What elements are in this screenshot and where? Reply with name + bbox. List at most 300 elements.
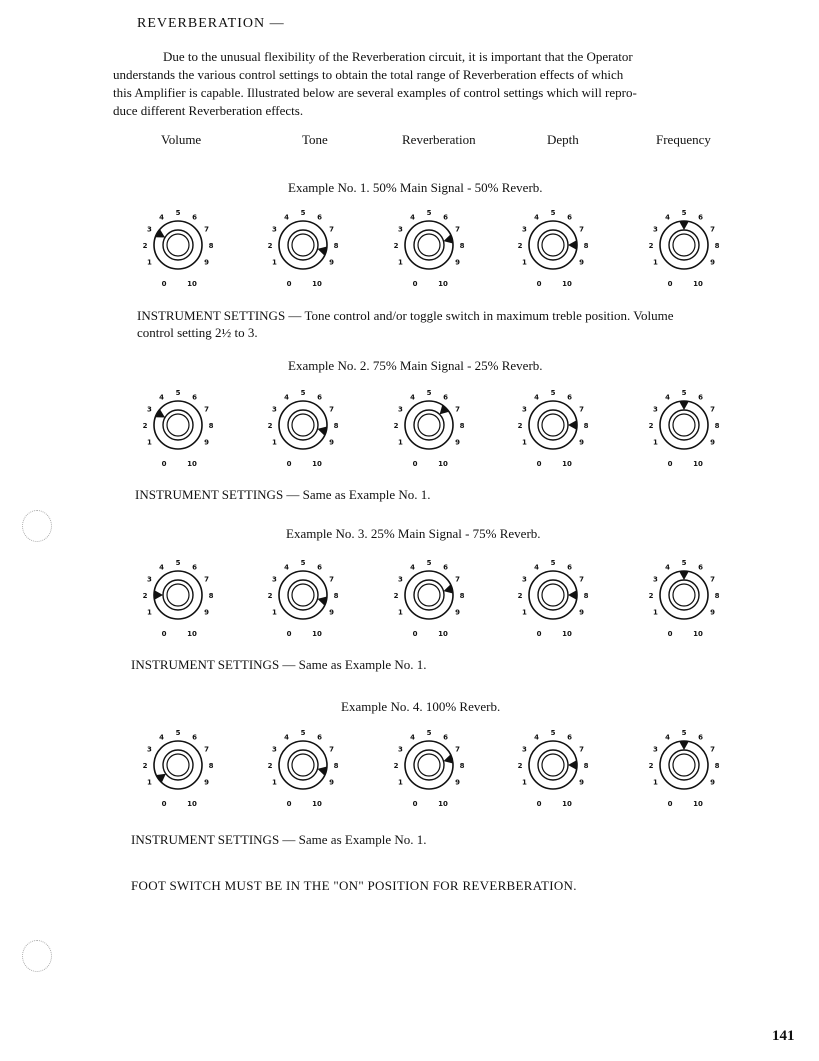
- dial-label: 2: [142, 762, 148, 770]
- dial-label: 4: [284, 393, 289, 402]
- dial-label: 7: [710, 745, 716, 754]
- intro-line: this Amplifier is capable. Illustrated below are several examples of control settings which will repro-: [113, 85, 637, 100]
- example-3-title: Example No. 3. 25% Main Signal - 75% Reverb.: [286, 526, 541, 541]
- dial-label: 2: [142, 242, 148, 250]
- knob-depth: [503, 375, 603, 475]
- intro-line: duce different Reverberation effects.: [113, 103, 304, 118]
- dial-label: 3: [146, 225, 152, 234]
- knob-outer-ring: [279, 221, 327, 269]
- dial-label: 0: [536, 460, 542, 468]
- dial-label: 2: [517, 422, 523, 430]
- dial-label: 7: [710, 575, 716, 584]
- dial-label: 2: [393, 592, 399, 600]
- dial-label: 5: [426, 209, 432, 217]
- dial-label: 2: [267, 422, 273, 430]
- dial-label: 1: [146, 438, 152, 447]
- dial-label: 7: [455, 575, 461, 584]
- dial-label: 6: [567, 393, 572, 402]
- knob-cap: [167, 414, 189, 436]
- dial-label: 6: [317, 733, 322, 742]
- knob-cap: [673, 234, 695, 256]
- knob-pointer: [318, 426, 328, 436]
- example-4-title: Example No. 4. 100% Reverb.: [341, 699, 501, 714]
- knob-volume: [128, 195, 228, 295]
- knob-cap: [542, 234, 564, 256]
- dial-label: 5: [681, 729, 687, 737]
- knob-pointer: [568, 590, 577, 600]
- dial-label: 4: [534, 393, 539, 402]
- dial-label: 1: [146, 608, 152, 617]
- dial-label: 1: [521, 608, 527, 617]
- dial-label: 10: [693, 460, 703, 468]
- dial-label: 2: [393, 422, 399, 430]
- dial-label: 1: [652, 258, 658, 267]
- dial-label: 6: [698, 393, 703, 402]
- dial-label: 7: [204, 745, 210, 754]
- dial-label: 9: [579, 608, 585, 617]
- dial-label: 6: [443, 393, 448, 402]
- dial-label: 9: [710, 258, 716, 267]
- dial-label: 7: [579, 225, 585, 234]
- dial-label: 9: [710, 438, 716, 447]
- knob-frequency: [634, 375, 734, 475]
- dial-label: 5: [681, 559, 687, 567]
- knob-outer-ring: [279, 401, 327, 449]
- knob-tone: [253, 715, 353, 815]
- dial-label: 4: [410, 213, 415, 222]
- dial-label: 10: [187, 800, 197, 808]
- dial-label: 9: [455, 438, 461, 447]
- dial-label: 1: [397, 438, 403, 447]
- dial-label: 7: [455, 745, 461, 754]
- dial-label: 10: [438, 630, 448, 638]
- dial-label: 7: [329, 225, 335, 234]
- dial-label: 10: [562, 280, 572, 288]
- knob-reverberation: [379, 545, 479, 645]
- knob-cap: [292, 234, 314, 256]
- dial-label: 0: [161, 280, 167, 288]
- dial-label: 7: [204, 225, 210, 234]
- dial-label: 4: [534, 733, 539, 742]
- knob-pointer: [318, 246, 328, 256]
- knob-tone: [253, 375, 353, 475]
- knob-pointer: [568, 420, 577, 430]
- dial-label: 8: [208, 422, 214, 430]
- knob-cap: [167, 234, 189, 256]
- dial-label: 3: [271, 575, 277, 584]
- dial-label: 5: [550, 389, 556, 397]
- dial-label: 5: [426, 389, 432, 397]
- knob-outer-ring: [154, 221, 202, 269]
- dial-label: 10: [187, 280, 197, 288]
- dial-label: 7: [710, 405, 716, 414]
- dial-label: 7: [204, 575, 210, 584]
- knob-outer-ring: [279, 741, 327, 789]
- knob-pointer: [318, 596, 328, 606]
- dial-label: 6: [192, 393, 197, 402]
- dial-label: 6: [443, 733, 448, 742]
- dial-label: 1: [271, 608, 277, 617]
- dial-label: 8: [459, 242, 465, 250]
- knob-pointer: [154, 590, 163, 600]
- dial-label: 8: [459, 422, 465, 430]
- dial-label: 10: [312, 800, 322, 808]
- page-number: 141: [772, 1028, 795, 1044]
- dial-label: 2: [517, 762, 523, 770]
- dial-label: 2: [393, 242, 399, 250]
- dial-label: 3: [397, 405, 403, 414]
- knob-pointer: [679, 401, 689, 410]
- dial-label: 1: [271, 258, 277, 267]
- dial-label: 7: [455, 405, 461, 414]
- knob-cap: [167, 754, 189, 776]
- knob-cap: [418, 584, 440, 606]
- dial-label: 2: [142, 422, 148, 430]
- dial-label: 6: [317, 393, 322, 402]
- dial-label: 1: [271, 778, 277, 787]
- dial-label: 5: [681, 209, 687, 217]
- dial-label: 8: [714, 242, 720, 250]
- knob-pointer: [444, 234, 454, 244]
- dial-label: 5: [550, 209, 556, 217]
- dial-label: 9: [455, 258, 461, 267]
- dial-label: 3: [146, 405, 152, 414]
- dial-label: 8: [459, 762, 465, 770]
- dial-label: 7: [579, 405, 585, 414]
- knob-frequency: [634, 195, 734, 295]
- knob-outer-ring: [279, 571, 327, 619]
- example-1-settings-line: INSTRUMENT SETTINGS — Tone control and/or toggle switch in maximum treble position. Volume: [137, 308, 674, 323]
- dial-label: 1: [521, 258, 527, 267]
- dial-label: 1: [397, 258, 403, 267]
- dial-label: 3: [146, 575, 152, 584]
- knob-tone: [253, 195, 353, 295]
- dial-label: 3: [146, 745, 152, 754]
- dial-label: 0: [536, 800, 542, 808]
- dial-label: 5: [550, 559, 556, 567]
- knob-pointer: [444, 754, 454, 764]
- knob-volume: [128, 715, 228, 815]
- example-2-title: Example No. 2. 75% Main Signal - 25% Reverb.: [288, 358, 543, 373]
- dial-label: 5: [175, 209, 181, 217]
- knob-cap: [418, 414, 440, 436]
- dial-label: 5: [300, 559, 306, 567]
- knob-cap: [167, 584, 189, 606]
- dial-label: 4: [534, 213, 539, 222]
- dial-label: 8: [714, 762, 720, 770]
- knob-cap: [292, 414, 314, 436]
- dial-label: 5: [300, 209, 306, 217]
- dial-label: 0: [161, 800, 167, 808]
- dial-label: 6: [443, 563, 448, 572]
- dial-label: 1: [397, 778, 403, 787]
- dial-label: 8: [714, 592, 720, 600]
- dial-label: 5: [175, 559, 181, 567]
- intro-paragraph: [113, 48, 738, 120]
- dial-label: 8: [208, 762, 214, 770]
- knob-pointer: [318, 766, 328, 776]
- dial-label: 7: [329, 575, 335, 584]
- dial-label: 2: [648, 762, 654, 770]
- dial-label: 3: [271, 225, 277, 234]
- column-header-volume: Volume: [161, 132, 202, 147]
- dial-label: 8: [333, 762, 339, 770]
- knob-cap: [542, 754, 564, 776]
- knob-pointer: [156, 774, 166, 783]
- dial-label: 5: [300, 389, 306, 397]
- dial-label: 8: [583, 762, 589, 770]
- dial-label: 4: [665, 213, 670, 222]
- dial-label: 3: [652, 405, 658, 414]
- dial-label: 9: [455, 778, 461, 787]
- dial-label: 4: [534, 563, 539, 572]
- example-4-settings-line: INSTRUMENT SETTINGS — Same as Example No. 1.: [131, 832, 427, 847]
- dial-label: 1: [652, 778, 658, 787]
- dial-label: 6: [317, 563, 322, 572]
- dial-label: 8: [583, 422, 589, 430]
- dial-label: 0: [286, 630, 292, 638]
- dial-label: 9: [455, 608, 461, 617]
- dial-label: 9: [204, 438, 210, 447]
- dial-label: 10: [693, 800, 703, 808]
- dial-label: 3: [652, 575, 658, 584]
- dial-label: 0: [412, 460, 418, 468]
- dial-label: 0: [667, 280, 673, 288]
- dial-label: 0: [286, 460, 292, 468]
- dial-label: 4: [284, 733, 289, 742]
- knob-depth: [503, 545, 603, 645]
- dial-label: 6: [698, 563, 703, 572]
- dial-label: 1: [397, 608, 403, 617]
- dial-label: 8: [459, 592, 465, 600]
- dial-label: 8: [208, 592, 214, 600]
- dial-label: 9: [579, 258, 585, 267]
- dial-label: 4: [665, 733, 670, 742]
- knob-reverberation: [379, 715, 479, 815]
- dial-label: 9: [710, 608, 716, 617]
- dial-label: 6: [443, 213, 448, 222]
- dial-label: 3: [397, 745, 403, 754]
- knob-pointer: [679, 221, 689, 230]
- dial-label: 3: [521, 745, 527, 754]
- dial-label: 0: [536, 280, 542, 288]
- dial-label: 3: [397, 575, 403, 584]
- dial-label: 6: [192, 733, 197, 742]
- dial-label: 6: [192, 213, 197, 222]
- dial-label: 9: [329, 608, 335, 617]
- dial-label: 2: [648, 592, 654, 600]
- dial-label: 5: [175, 729, 181, 737]
- dial-label: 4: [665, 563, 670, 572]
- foot-switch-note: FOOT SWITCH MUST BE IN THE "ON" POSITION FOR REVERBERATION.: [131, 878, 577, 893]
- dial-label: 9: [329, 778, 335, 787]
- dial-label: 2: [517, 242, 523, 250]
- dial-label: 9: [204, 778, 210, 787]
- dial-label: 0: [161, 630, 167, 638]
- knob-reverberation: [379, 375, 479, 475]
- knob-tone: [253, 545, 353, 645]
- knob-cap: [542, 414, 564, 436]
- knob-volume: [128, 545, 228, 645]
- dial-label: 5: [426, 559, 432, 567]
- dial-label: 2: [142, 592, 148, 600]
- binder-hole-mark: [22, 940, 52, 972]
- example-2-settings-line: INSTRUMENT SETTINGS — Same as Example No. 1.: [135, 487, 431, 502]
- dial-label: 9: [579, 778, 585, 787]
- knob-pointer: [679, 741, 689, 750]
- dial-label: 5: [426, 729, 432, 737]
- knob-depth: [503, 195, 603, 295]
- dial-label: 4: [284, 563, 289, 572]
- dial-label: 6: [567, 733, 572, 742]
- dial-label: 0: [667, 630, 673, 638]
- dial-label: 9: [579, 438, 585, 447]
- dial-label: 10: [438, 800, 448, 808]
- knob-cap: [673, 584, 695, 606]
- dial-label: 0: [412, 800, 418, 808]
- dial-label: 8: [333, 242, 339, 250]
- dial-label: 3: [397, 225, 403, 234]
- dial-label: 6: [698, 733, 703, 742]
- dial-label: 5: [300, 729, 306, 737]
- dial-label: 10: [438, 460, 448, 468]
- dial-label: 0: [286, 280, 292, 288]
- dial-label: 7: [710, 225, 716, 234]
- dial-label: 3: [271, 745, 277, 754]
- dial-label: 2: [517, 592, 523, 600]
- dial-label: 1: [271, 438, 277, 447]
- dial-label: 10: [187, 630, 197, 638]
- dial-label: 4: [665, 393, 670, 402]
- knob-pointer: [444, 584, 454, 594]
- dial-label: 6: [698, 213, 703, 222]
- column-header-tone: Tone: [302, 132, 328, 147]
- dial-label: 10: [562, 630, 572, 638]
- knob-cap: [673, 754, 695, 776]
- dial-label: 2: [267, 242, 273, 250]
- dial-label: 10: [693, 280, 703, 288]
- column-header-reverberation: Reverberation: [402, 132, 476, 147]
- dial-label: 10: [562, 460, 572, 468]
- dial-label: 4: [159, 393, 164, 402]
- dial-label: 1: [652, 608, 658, 617]
- dial-label: 2: [393, 762, 399, 770]
- dial-label: 2: [648, 242, 654, 250]
- dial-label: 8: [714, 422, 720, 430]
- dial-label: 10: [693, 630, 703, 638]
- dial-label: 4: [159, 733, 164, 742]
- dial-label: 0: [667, 800, 673, 808]
- dial-label: 4: [159, 563, 164, 572]
- intro-line: Due to the unusual flexibility of the Reverberation circuit, it is important that the Operator: [163, 49, 633, 64]
- dial-label: 7: [579, 575, 585, 584]
- dial-label: 9: [329, 438, 335, 447]
- dial-label: 3: [521, 225, 527, 234]
- dial-label: 2: [267, 762, 273, 770]
- dial-label: 4: [284, 213, 289, 222]
- dial-label: 10: [438, 280, 448, 288]
- dial-label: 3: [521, 405, 527, 414]
- dial-label: 7: [329, 745, 335, 754]
- dial-label: 4: [410, 563, 415, 572]
- knob-depth: [503, 715, 603, 815]
- dial-label: 8: [208, 242, 214, 250]
- dial-label: 0: [412, 280, 418, 288]
- knob-cap: [418, 754, 440, 776]
- dial-label: 0: [286, 800, 292, 808]
- knob-cap: [542, 584, 564, 606]
- dial-label: 9: [204, 608, 210, 617]
- page-heading: REVERBERATION —: [137, 16, 285, 31]
- dial-label: 1: [146, 258, 152, 267]
- intro-line: understands the various control settings to obtain the total range of Reverberation effects of which: [113, 67, 624, 82]
- dial-label: 10: [187, 460, 197, 468]
- dial-label: 1: [521, 778, 527, 787]
- dial-label: 1: [521, 438, 527, 447]
- dial-label: 5: [175, 389, 181, 397]
- dial-label: 0: [161, 460, 167, 468]
- dial-label: 10: [312, 630, 322, 638]
- dial-label: 10: [312, 280, 322, 288]
- knob-reverberation: [379, 195, 479, 295]
- knob-pointer: [568, 240, 577, 250]
- dial-label: 5: [681, 389, 687, 397]
- dial-label: 3: [652, 225, 658, 234]
- dial-label: 2: [648, 422, 654, 430]
- dial-label: 0: [667, 460, 673, 468]
- example-1-title: Example No. 1. 50% Main Signal - 50% Reverb.: [288, 180, 543, 195]
- dial-label: 10: [312, 460, 322, 468]
- dial-label: 6: [567, 563, 572, 572]
- knob-outer-ring: [405, 221, 453, 269]
- dial-label: 8: [333, 422, 339, 430]
- column-header-depth: Depth: [547, 132, 579, 147]
- example-1-settings-line: control setting 2½ to 3.: [137, 325, 258, 340]
- dial-label: 1: [146, 778, 152, 787]
- dial-label: 3: [652, 745, 658, 754]
- dial-label: 0: [412, 630, 418, 638]
- dial-label: 10: [562, 800, 572, 808]
- dial-label: 9: [329, 258, 335, 267]
- dial-label: 8: [583, 592, 589, 600]
- knob-cap: [673, 414, 695, 436]
- dial-label: 6: [317, 213, 322, 222]
- binder-hole-mark: [22, 510, 52, 542]
- dial-label: 7: [204, 405, 210, 414]
- dial-label: 9: [204, 258, 210, 267]
- dial-label: 4: [159, 213, 164, 222]
- dial-label: 3: [521, 575, 527, 584]
- dial-label: 0: [536, 630, 542, 638]
- knob-frequency: [634, 545, 734, 645]
- dial-label: 5: [550, 729, 556, 737]
- knob-outer-ring: [154, 401, 202, 449]
- dial-label: 2: [267, 592, 273, 600]
- example-3-settings-line: INSTRUMENT SETTINGS — Same as Example No. 1.: [131, 657, 427, 672]
- knob-outer-ring: [405, 571, 453, 619]
- knob-cap: [292, 584, 314, 606]
- knob-cap: [292, 754, 314, 776]
- dial-label: 7: [455, 225, 461, 234]
- column-header-frequency: Frequency: [656, 132, 711, 147]
- dial-label: 7: [329, 405, 335, 414]
- dial-label: 9: [710, 778, 716, 787]
- dial-label: 7: [579, 745, 585, 754]
- dial-label: 4: [410, 393, 415, 402]
- dial-label: 1: [652, 438, 658, 447]
- dial-label: 4: [410, 733, 415, 742]
- knob-volume: [128, 375, 228, 475]
